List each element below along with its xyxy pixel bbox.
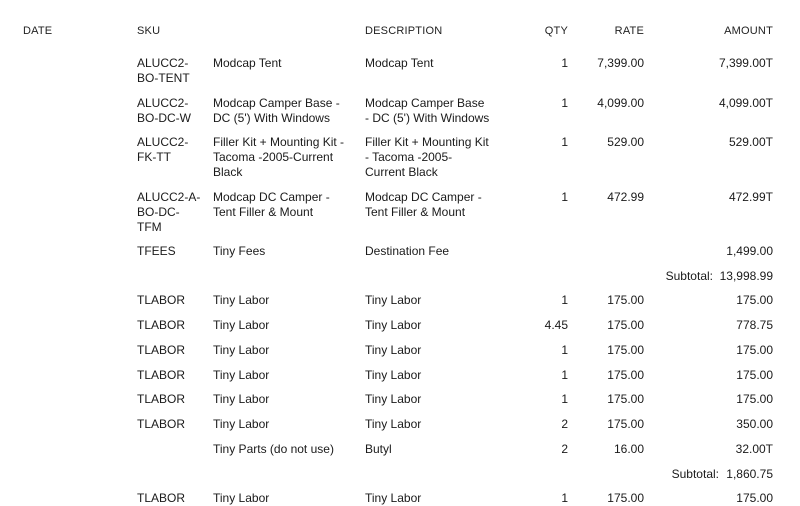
amount-cell: 529.00T	[728, 135, 773, 149]
description-cell: Tiny Labor	[365, 491, 422, 505]
header-date: DATE	[23, 25, 53, 37]
amount-cell: 4,099.00T	[718, 96, 773, 110]
amount-cell: 350.00	[736, 417, 773, 431]
rate-cell: 4,099.00	[597, 96, 644, 110]
sku-cell: TLABOR	[137, 318, 186, 332]
rate-cell: 175.00	[607, 343, 644, 357]
sku-cell: TFM	[137, 220, 162, 234]
rate-cell: 175.00	[607, 318, 644, 332]
qty-cell: 1	[561, 56, 568, 70]
description-cell: Tiny Labor	[365, 417, 422, 431]
qty-cell: 1	[561, 368, 568, 382]
qty-cell: 1	[561, 343, 568, 357]
description-cell: Tiny Labor	[365, 318, 422, 332]
sku-cell: FK-TT	[137, 150, 171, 164]
amount-cell: 32.00T	[735, 442, 773, 456]
description-cell: Modcap Tent	[365, 56, 434, 70]
rate-cell: 16.00	[613, 442, 644, 456]
amount-cell: 1,499.00	[726, 244, 773, 258]
rate-cell: 175.00	[607, 368, 644, 382]
rate-cell: 529.00	[607, 135, 644, 149]
sku-cell: BO-DC-	[137, 205, 180, 219]
amount-cell: 175.00	[736, 491, 773, 505]
qty-cell: 2	[561, 442, 568, 456]
description-cell: Tiny Labor	[365, 368, 422, 382]
description-cell: Destination Fee	[365, 244, 450, 258]
item-name-cell: Tiny Labor	[213, 318, 270, 332]
item-name-cell: Tiny Parts (do not use)	[213, 442, 334, 456]
sku-cell: TFEES	[137, 244, 176, 258]
description-cell: - DC (5') With Windows	[365, 111, 490, 125]
qty-cell: 1	[561, 293, 568, 307]
item-name-cell: Modcap DC Camper -	[213, 190, 330, 204]
amount-cell: 175.00	[736, 293, 773, 307]
amount-cell: 472.99T	[728, 190, 773, 204]
description-cell: Current Black	[365, 165, 438, 179]
description-cell: Tiny Labor	[365, 392, 422, 406]
item-name-cell: Modcap Camper Base -	[213, 96, 340, 110]
rate-cell: 175.00	[607, 417, 644, 431]
sku-cell: TLABOR	[137, 491, 186, 505]
sku-cell: TLABOR	[137, 343, 186, 357]
subtotal-value: 1,860.75	[726, 467, 773, 481]
sku-cell: TLABOR	[137, 368, 186, 382]
rate-cell: 175.00	[607, 293, 644, 307]
item-name-cell: Tiny Labor	[213, 392, 270, 406]
rate-cell: 472.99	[607, 190, 644, 204]
qty-cell: 1	[561, 190, 568, 204]
item-name-cell: Tiny Labor	[213, 343, 270, 357]
header-rate: RATE	[614, 25, 644, 37]
amount-cell: 778.75	[736, 318, 773, 332]
item-name-cell: DC (5') With Windows	[213, 111, 330, 125]
qty-cell: 4.45	[544, 318, 568, 332]
description-cell: Tent Filler & Mount	[365, 205, 466, 219]
item-name-cell: Tent Filler & Mount	[213, 205, 314, 219]
item-name-cell: Tiny Labor	[213, 293, 270, 307]
description-cell: Tiny Labor	[365, 293, 422, 307]
sku-cell: ALUCC2-	[137, 96, 189, 110]
qty-cell: 1	[561, 392, 568, 406]
sku-cell: TLABOR	[137, 392, 186, 406]
item-name-cell: Tiny Fees	[213, 244, 266, 258]
subtotal-label: Subtotal:	[671, 467, 719, 481]
item-name-cell: Tacoma -2005-Current	[213, 150, 334, 164]
subtotal-label: Subtotal:	[665, 269, 713, 283]
description-cell: - Tacoma -2005-	[365, 150, 453, 164]
header-qty: QTY	[544, 25, 568, 37]
sku-cell: ALUCC2-	[137, 56, 189, 70]
description-cell: Filler Kit + Mounting Kit	[365, 135, 489, 149]
amount-cell: 7,399.00T	[718, 56, 773, 70]
amount-cell: 175.00	[736, 368, 773, 382]
item-name-cell: Black	[213, 165, 243, 179]
rate-cell: 175.00	[607, 392, 644, 406]
header-description: DESCRIPTION	[365, 25, 443, 37]
amount-cell: 175.00	[736, 343, 773, 357]
header-sku: SKU	[137, 25, 161, 37]
item-name-cell: Filler Kit + Mounting Kit -	[213, 135, 345, 149]
description-cell: Modcap Camper Base	[365, 96, 485, 110]
rate-cell: 7,399.00	[597, 56, 644, 70]
qty-cell: 1	[561, 491, 568, 505]
sku-cell: ALUCC2-	[137, 135, 189, 149]
amount-cell: 175.00	[736, 392, 773, 406]
sku-cell: TLABOR	[137, 417, 186, 431]
description-cell: Butyl	[365, 442, 392, 456]
item-name-cell: Modcap Tent	[213, 56, 282, 70]
subtotal-value: 13,998.99	[719, 269, 773, 283]
description-cell: Tiny Labor	[365, 343, 422, 357]
sku-cell: ALUCC2-A-	[137, 190, 201, 204]
qty-cell: 1	[561, 96, 568, 110]
item-name-cell: Tiny Labor	[213, 417, 270, 431]
header-amount: AMOUNT	[724, 25, 773, 37]
sku-cell: BO-DC-W	[137, 111, 191, 125]
item-name-cell: Tiny Labor	[213, 491, 270, 505]
qty-cell: 2	[561, 417, 568, 431]
qty-cell: 1	[561, 135, 568, 149]
sku-cell: TLABOR	[137, 293, 186, 307]
rate-cell: 175.00	[607, 491, 644, 505]
sku-cell: BO-TENT	[137, 71, 190, 85]
item-name-cell: Tiny Labor	[213, 368, 270, 382]
description-cell: Modcap DC Camper -	[365, 190, 482, 204]
